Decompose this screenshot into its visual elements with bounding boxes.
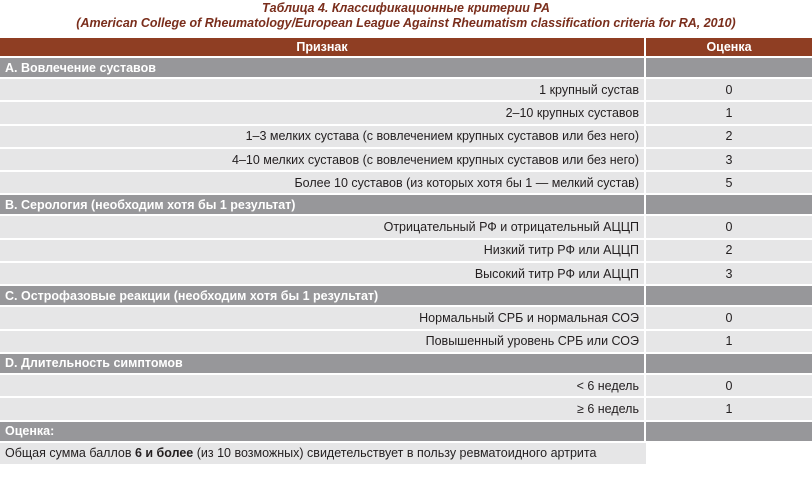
section-score-cell xyxy=(646,58,812,79)
criterion-label: ≥ 6 недель xyxy=(0,398,646,421)
section-row xyxy=(0,58,812,79)
caption-subtitle: (American College of Rheumatology/European League Against Rheumatism classification criteria for RA, 2010) xyxy=(76,16,736,30)
total-note xyxy=(0,443,646,464)
table-row xyxy=(0,149,812,172)
header-score: Оценка xyxy=(646,38,812,58)
criterion-score: 1 xyxy=(646,331,812,354)
criterion-label: Отрицательный РФ и отрицательный АЦЦП xyxy=(0,216,646,239)
criterion-label: Нормальный СРБ и нормальная СОЭ xyxy=(0,307,646,330)
criterion-label: 1–3 мелких сустава (с вовлечением крупных суставов или без него) xyxy=(0,126,646,149)
total-score-cell xyxy=(646,422,812,443)
header-criterion: Признак xyxy=(0,38,646,58)
table-row xyxy=(0,331,812,354)
criterion-score: 2 xyxy=(646,126,812,149)
section-title: C. Острофазовые реакции (необходим хотя бы 1 результат) xyxy=(0,286,646,307)
criterion-score: 0 xyxy=(646,216,812,239)
criterion-score: 3 xyxy=(646,149,812,172)
criterion-label: 4–10 мелких суставов (с вовлечением крупных суставов или без него) xyxy=(0,149,646,172)
total-note-row xyxy=(0,443,812,464)
criterion-label: 2–10 крупных суставов xyxy=(0,102,646,125)
table-row xyxy=(0,126,812,149)
section-row xyxy=(0,195,812,216)
total-title: Оценка: xyxy=(0,422,646,443)
criterion-label: Повышенный уровень СРБ или СОЭ xyxy=(0,331,646,354)
total-note-after: (из 10 возможных) свидетельствует в пользу ревматоидного артрита xyxy=(193,446,597,461)
total-note-before: Общая сумма баллов xyxy=(5,446,135,461)
criterion-score: 1 xyxy=(646,102,812,125)
table-row xyxy=(0,172,812,195)
table-caption xyxy=(0,1,812,31)
criteria-table xyxy=(0,38,812,464)
table-row xyxy=(0,375,812,398)
section-score-cell xyxy=(646,354,812,375)
table-row xyxy=(0,240,812,263)
criterion-label: Более 10 суставов (из которых хотя бы 1 — мелкий сустав) xyxy=(0,172,646,195)
table-row xyxy=(0,102,812,125)
table-row xyxy=(0,79,812,102)
caption-title: Таблица 4. Классификационные критерии РА xyxy=(262,1,550,15)
section-row xyxy=(0,286,812,307)
criterion-score: 0 xyxy=(646,79,812,102)
criterion-score: 0 xyxy=(646,375,812,398)
table-row xyxy=(0,398,812,421)
criterion-score: 0 xyxy=(646,307,812,330)
total-note-threshold: 6 и более xyxy=(134,446,194,461)
table-header-row xyxy=(0,38,812,58)
section-title: B. Серология (необходим хотя бы 1 результат) xyxy=(0,195,646,216)
table-row xyxy=(0,263,812,286)
total-note-empty-cell xyxy=(646,443,812,464)
criterion-score: 3 xyxy=(646,263,812,286)
section-row xyxy=(0,354,812,375)
section-title: D. Длительность симптомов xyxy=(0,354,646,375)
criterion-label: Низкий титр РФ или АЦЦП xyxy=(0,240,646,263)
table-row xyxy=(0,216,812,239)
criterion-label: Высокий титр РФ или АЦЦП xyxy=(0,263,646,286)
criterion-label: 1 крупный сустав xyxy=(0,79,646,102)
criterion-label: < 6 недель xyxy=(0,375,646,398)
criterion-score: 2 xyxy=(646,240,812,263)
section-title: А. Вовлечение суставов xyxy=(0,58,646,79)
table-row xyxy=(0,307,812,330)
section-score-cell xyxy=(646,286,812,307)
section-score-cell xyxy=(646,195,812,216)
total-row xyxy=(0,422,812,443)
criterion-score: 1 xyxy=(646,398,812,421)
criterion-score: 5 xyxy=(646,172,812,195)
